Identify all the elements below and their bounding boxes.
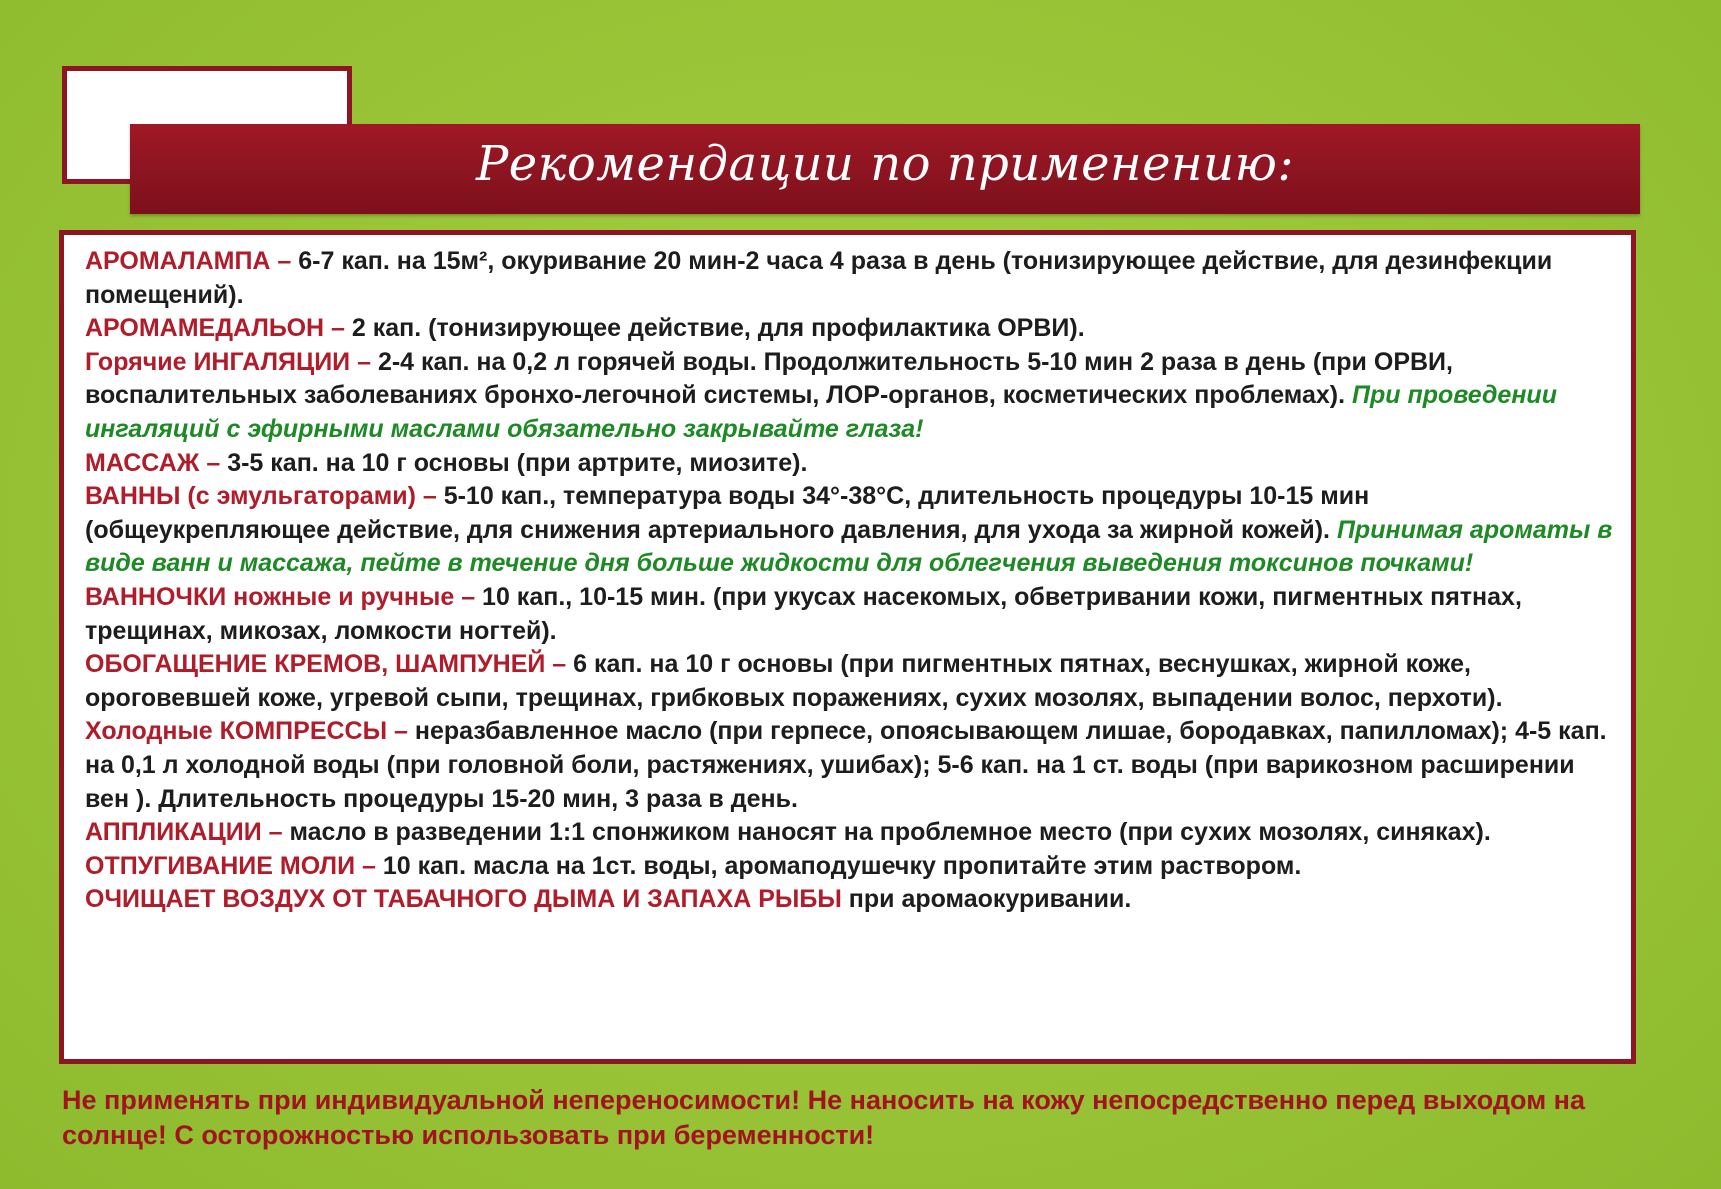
title-banner [130, 124, 1640, 214]
page-title: Рекомендации по применению: [475, 136, 1294, 192]
item-term: Холодные КОМПРЕССЫ – [85, 717, 408, 746]
item-term: ВАННЫ (с эмульгаторами) – [85, 482, 437, 511]
item-note: При проведении ингаляций с эфирными маслами обязательно закрывайте глаза! [85, 381, 1557, 443]
item-term: ОБОГАЩЕНИЕ КРЕМОВ, ШАМПУНЕЙ – [85, 650, 567, 679]
item-hand-foot-baths [85, 581, 1619, 648]
item-text: масло в разведении 1:1 спонжиком наносят на проблемное место (при сухих мозолях, синяках). [282, 818, 1491, 847]
item-text: 5-10 кап., температура воды 34°-38°С, длительность процедуры 10-15 мин (общеукрепляющее действие, для снижения артериального давления, для ухода за жирной кожей). [85, 482, 1370, 544]
item-baths [85, 480, 1619, 581]
item-term: АРОМАМЕДАЛЬОН – [85, 314, 345, 343]
item-cold-compresses [85, 715, 1619, 816]
item-term: ОТПУГИВАНИЕ МОЛИ – [85, 851, 376, 880]
warning-text: Не применять при индивидуальной непереносимости! Не наносить на кожу непосредственно перед выходом на солнце! С осторожностью использовать при беременности! [62, 1085, 1585, 1150]
item-enrich-creams [85, 648, 1619, 715]
recommendations-panel [59, 230, 1636, 1064]
item-term: АРОМАЛАМПА – [85, 247, 292, 275]
item-text: неразбавленное масло (при герпесе, опоясывающем лишае, бородавках, папилломах); 4-5 кап. на 0,1 л холодной воды (при головной боли, растяжениях, ушибах); 5-6 кап. на 1 ст. воды (при варикозном расширении вен ). Длительность процедуры 15-20 мин, 3 раза в день. [85, 717, 1607, 813]
item-aromamedallion [85, 312, 1619, 346]
item-applications [85, 816, 1619, 850]
item-inhalations [85, 346, 1619, 447]
item-text: 2 кап. (тонизирующее действие, для профилактика ОРВИ). [344, 314, 1085, 343]
item-term: Горячие ИНГАЛЯЦИИ – [85, 347, 371, 376]
item-text: 2-4 кап. на 0,2 л горячей воды. Продолжительность 5-10 мин 2 раза в день (при ОРВИ, воспалительных заболеваниях бронхо-легочной системы, ЛОР-органов, косметических проблемах). [85, 347, 1453, 410]
item-note: Принимая ароматы в виде ванн и массажа, пейте в течение дня больше жидкости для облегчения выведения токсинов почками! [85, 515, 1613, 578]
item-text: 10 кап. масла на 1ст. воды, аромаподушечку пропитайте этим раствором. [375, 851, 1302, 880]
item-text: 6 кап. на 10 г основы (при пигментных пятнах, веснушках, жирной коже, ороговевшей коже, угревой сыпи, трещинах, грибковых поражениях, сухих мозолях, выпадении волос, перхоти). [85, 650, 1503, 712]
item-term: АППЛИКАЦИИ – [85, 818, 283, 847]
item-term: ВАННОЧКИ ножные и ручные – [85, 582, 476, 611]
item-term: МАССАЖ – [85, 448, 221, 477]
item-text: 6-7 кап. на 15м², окуривание 20 мин-2 часа 4 раза в день (тонизирующее действие, для дезинфекции помещений). [85, 247, 1553, 309]
item-moth-repellent [85, 850, 1619, 884]
item-text: 10 кап., 10-15 мин. (при укусах насекомых, обветривании кожи, пигментных пятнах, трещинах, микозах, ломкости ногтей). [85, 582, 1522, 645]
item-air-cleaning [85, 883, 1619, 917]
item-text: 3-5 кап. на 10 г основы (при артрите, миозите). [220, 448, 808, 477]
item-massage [85, 447, 1619, 481]
item-aromalamp [85, 245, 1619, 312]
item-text: при аромаокуривании. [841, 885, 1132, 914]
item-term: ОЧИЩАЕТ ВОЗДУХ ОТ ТАБАЧНОГО ДЫМА И ЗАПАХА РЫБЫ [85, 885, 842, 914]
